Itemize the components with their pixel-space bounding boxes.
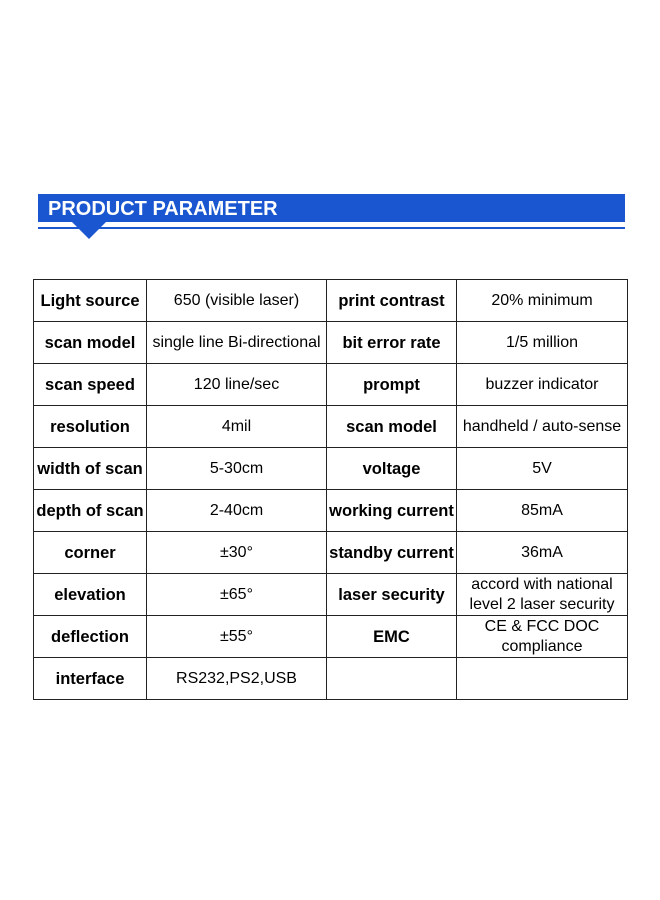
table-row <box>34 574 628 616</box>
param-value-cell: 5V <box>457 448 628 490</box>
param-name-cell <box>327 658 457 700</box>
param-value-cell: 2-40cm <box>147 490 327 532</box>
param-name-cell: interface <box>34 658 147 700</box>
param-name-cell: prompt <box>327 364 457 406</box>
param-name-cell: width of scan <box>34 448 147 490</box>
param-value-cell: ±55° <box>147 616 327 658</box>
table-row <box>34 490 628 532</box>
param-name-cell: bit error rate <box>327 322 457 364</box>
param-name-cell: depth of scan <box>34 490 147 532</box>
table-row <box>34 532 628 574</box>
param-value-cell: 4mil <box>147 406 327 448</box>
table-row <box>34 616 628 658</box>
param-name-cell: corner <box>34 532 147 574</box>
table-row <box>34 448 628 490</box>
param-name-cell: deflection <box>34 616 147 658</box>
param-value-cell <box>457 658 628 700</box>
param-name-cell: resolution <box>34 406 147 448</box>
param-value-cell: 20% minimum <box>457 280 628 322</box>
param-name-cell: scan speed <box>34 364 147 406</box>
table-row <box>34 658 628 700</box>
param-name-cell: laser security <box>327 574 457 616</box>
table-row <box>34 322 628 364</box>
param-value-cell: 650 (visible laser) <box>147 280 327 322</box>
param-name-cell: elevation <box>34 574 147 616</box>
param-value-cell: single line Bi-directional <box>147 322 327 364</box>
param-value-cell: CE & FCC DOC compliance <box>457 616 628 658</box>
param-name-cell: print contrast <box>327 280 457 322</box>
param-name-cell: EMC <box>327 616 457 658</box>
param-value-cell: 85mA <box>457 490 628 532</box>
param-value-cell: handheld / auto-sense <box>457 406 628 448</box>
table-row <box>34 280 628 322</box>
param-name-cell: scan model <box>327 406 457 448</box>
param-name-cell: Light source <box>34 280 147 322</box>
param-value-cell: ±30° <box>147 532 327 574</box>
table-row <box>34 406 628 448</box>
param-value-cell: 1/5 million <box>457 322 628 364</box>
param-value-cell: 5-30cm <box>147 448 327 490</box>
param-name-cell: voltage <box>327 448 457 490</box>
param-name-cell: working current <box>327 490 457 532</box>
param-value-cell: RS232,PS2,USB <box>147 658 327 700</box>
parameter-table-body <box>34 280 628 700</box>
header-pointer-triangle <box>72 222 106 239</box>
param-value-cell: 120 line/sec <box>147 364 327 406</box>
parameter-table <box>33 279 628 700</box>
section-title: PRODUCT PARAMETER <box>48 198 278 220</box>
param-value-cell: 36mA <box>457 532 628 574</box>
table-row <box>34 364 628 406</box>
param-value-cell: accord with national level 2 laser security <box>457 574 628 616</box>
header-underline <box>38 227 625 229</box>
section-header-banner <box>38 194 625 222</box>
param-name-cell: scan model <box>34 322 147 364</box>
param-value-cell: buzzer indicator <box>457 364 628 406</box>
param-value-cell: ±65° <box>147 574 327 616</box>
param-name-cell: standby current <box>327 532 457 574</box>
